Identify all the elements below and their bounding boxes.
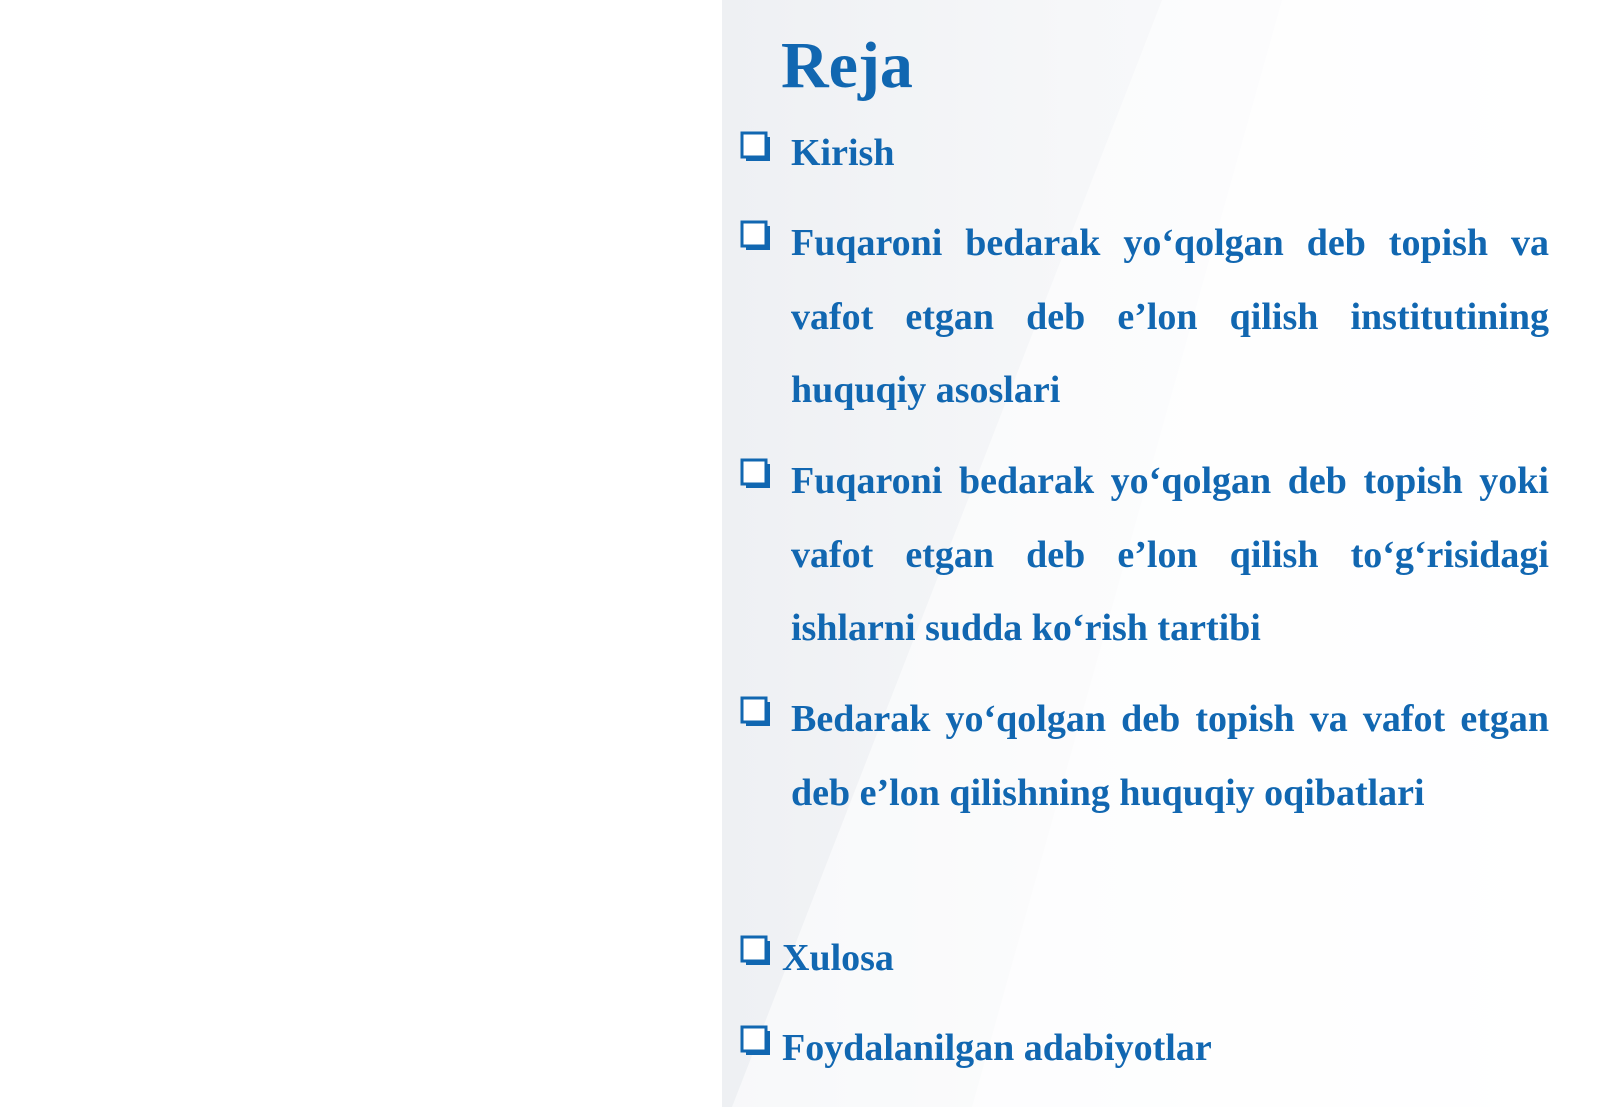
hollow-square-shadow-icon xyxy=(740,131,772,163)
plan-item-text: Fuqaroni bedarak yo‘qolgan deb topish va vafot etgan deb e’lon qilish institutining huquqiy asoslari xyxy=(791,222,1549,411)
plan-item-text: Kirish xyxy=(791,132,895,174)
hollow-square-shadow-icon xyxy=(740,458,772,490)
hollow-square-shadow-icon xyxy=(740,1025,772,1057)
hollow-square-shadow-icon xyxy=(740,220,772,252)
plan-item-text: Fuqaroni bedarak yo‘qolgan deb topish yoki vafot etgan deb e’lon qilish to‘g‘risidagi ishlarni sudda ko‘rish tartibi xyxy=(791,460,1549,649)
hollow-square-shadow-icon xyxy=(740,696,772,728)
plan-item-text: Bedarak yo‘qolgan deb topish va vafot etgan deb e’lon qilishning huquqiy oqibatlari xyxy=(791,698,1549,814)
plan-item-text: Xulosa xyxy=(782,937,894,979)
slide-title: Reja xyxy=(781,29,913,102)
hollow-square-shadow-icon xyxy=(740,935,772,967)
plan-item-text: Foydalanilgan adabiyotlar xyxy=(782,1027,1212,1069)
plan-content xyxy=(722,0,1600,1107)
